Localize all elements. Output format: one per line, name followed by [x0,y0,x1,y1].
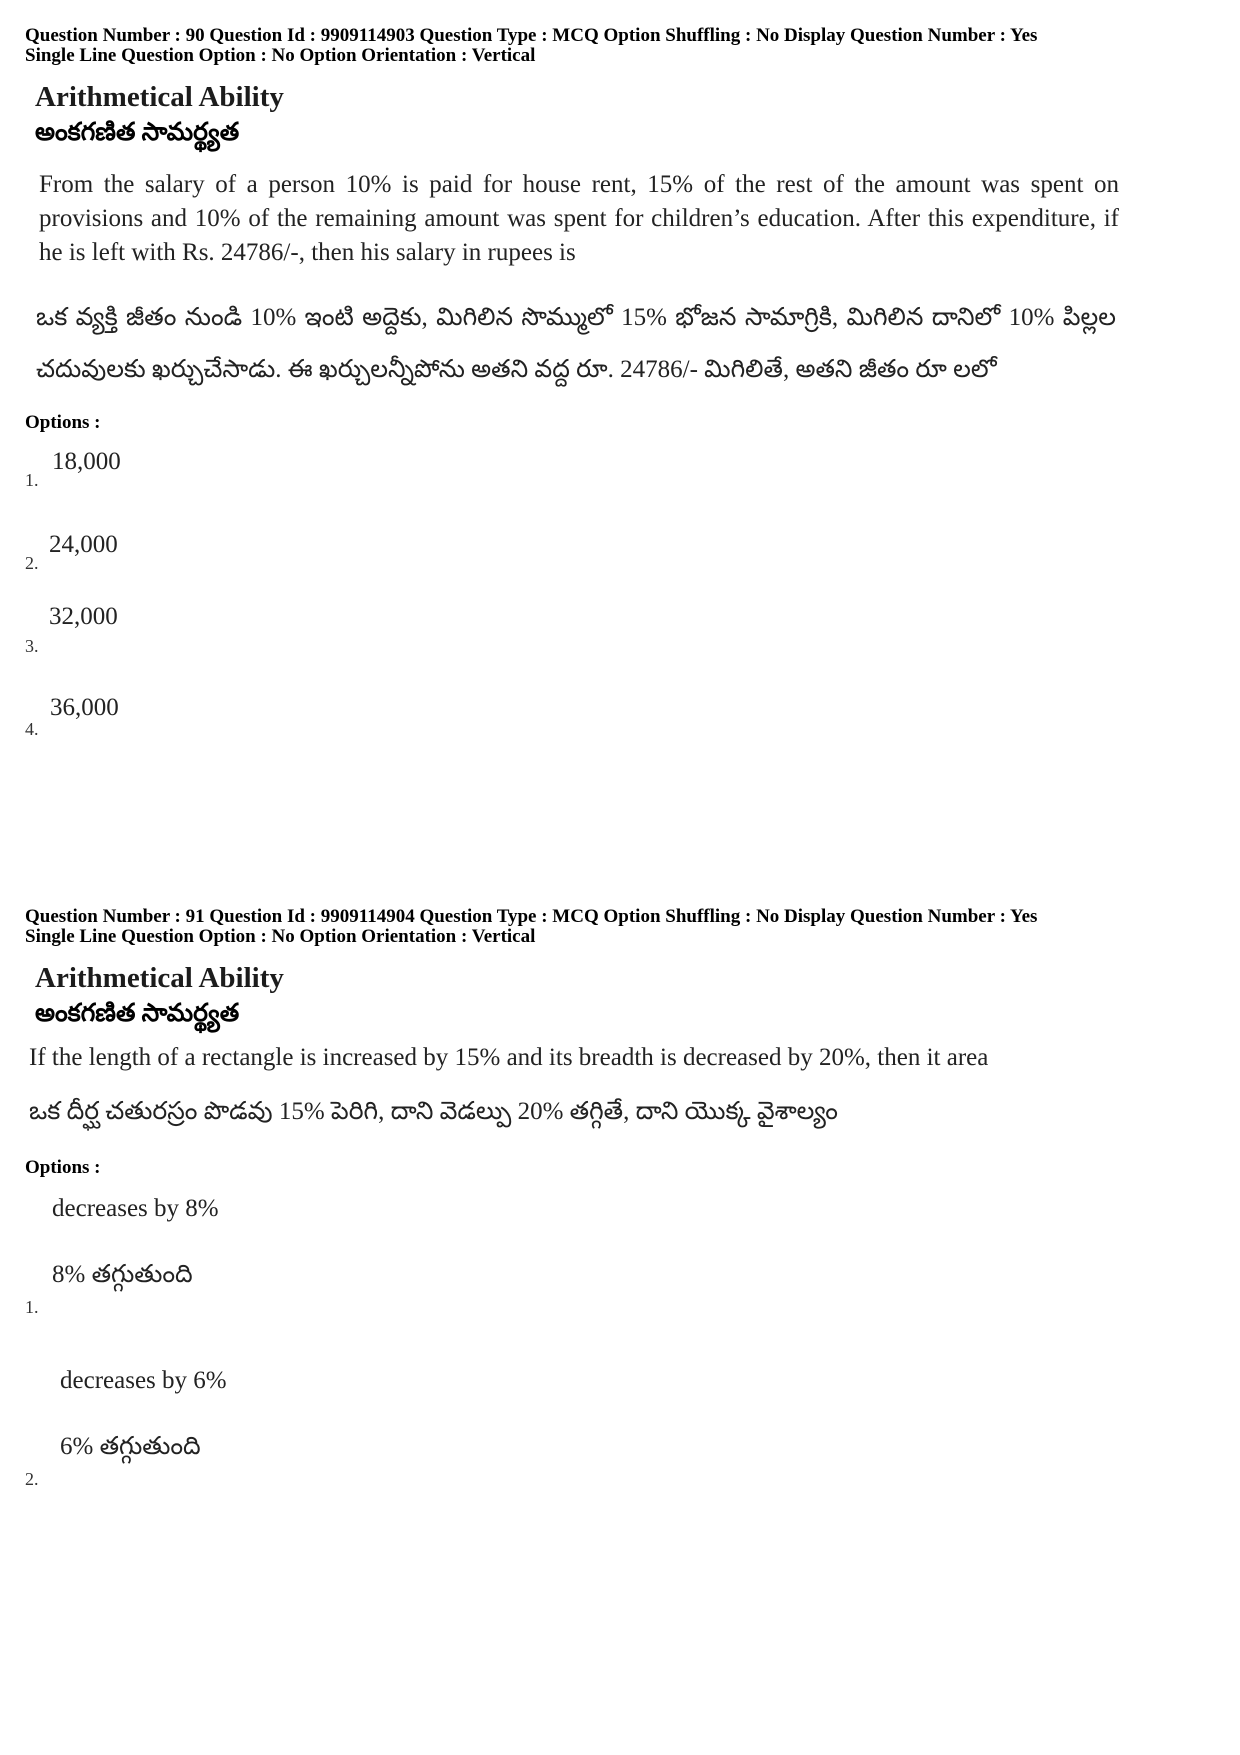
option-text-telugu: 8% తగ్గుతుంది [52,1261,193,1288]
option-text-english: decreases by 6% [60,1367,227,1394]
question-meta [25,26,1240,66]
option-3[interactable] [25,603,1240,697]
question-text-telugu: ఒక వ్యక్తి జీతం నుండి 10% ఇంటి అద్దెకు, మిగిలిన సొమ్ములో 15% భోజన సామాగ్రికి, మిగిలిన దానిలో 10% పిల్లల చదువులకు ఖర్చుచేసాడు. ఈ ఖర్చులన్నీపోను అతని వద్ద రూ. 24786/- మిగిలితే, అతని జీతం రూ లలో [36,304,1116,383]
question-text-telugu: ఒక దీర్ఘ చతురస్రం పొడవు 15% పెరిగి, దాని వెడల్పు 20% తగ్గితే, దాని యొక్క వైశాల్యం [29,1098,838,1125]
question-text-english: If the length of a rectangle is increased by 15% and its breadth is decreased by 20%, then it area [29,1044,989,1071]
subject-title-telugu: అంకగణిత సామర్థ్యత [35,119,240,146]
option-2[interactable] [25,531,1240,614]
option-number: 1. [25,1297,39,1317]
question-meta-line1: Question Number : 91 Question Id : 9909114904 Question Type : MCQ Option Shuffling : No Display Question Number : Yes [25,906,1038,927]
option-number: 3. [25,636,39,656]
option-1[interactable] [25,448,1240,531]
question-meta-line2: Single Line Question Option : No Option Orientation : Vertical [25,45,536,66]
option-number: 2. [25,553,39,573]
option-4[interactable] [25,694,1240,780]
option-text-english: decreases by 8% [52,1195,219,1222]
option-value: 18,000 [52,448,121,475]
option-list [0,1195,1240,1539]
option-number: 1. [25,470,39,490]
subject-title-telugu: అంకగణిత సామర్థ్యత [35,1000,240,1027]
option-1[interactable] [25,1195,1240,1367]
option-value: 36,000 [50,694,119,721]
option-value: 32,000 [49,603,118,630]
question-meta-line1: Question Number : 90 Question Id : 9909114903 Question Type : MCQ Option Shuffling : No Display Question Number : Yes [25,25,1038,46]
question-90 [0,26,1240,780]
option-number: 4. [25,719,39,739]
option-list [0,448,1240,780]
option-number: 2. [25,1469,39,1489]
option-2[interactable] [25,1367,1240,1539]
question-meta-line2: Single Line Question Option : No Option Orientation : Vertical [25,926,536,947]
options-label: Options : [25,1157,101,1178]
question-text-english: From the salary of a person 10% is paid for house rent, 15% of the rest of the amount was spent on provisions and 10% of the remaining amount was spent for children’s education. After this expenditure, if he is left with Rs. 24786/-, then his salary in rupees is [39,171,1119,266]
question-91 [0,907,1240,1539]
options-label: Options : [25,412,101,433]
option-text-telugu: 6% తగ్గుతుంది [60,1433,201,1460]
subject-title-english: Arithmetical Ability [35,962,284,994]
question-meta [25,907,1240,947]
subject-title-english: Arithmetical Ability [35,81,284,113]
option-value: 24,000 [49,531,118,558]
